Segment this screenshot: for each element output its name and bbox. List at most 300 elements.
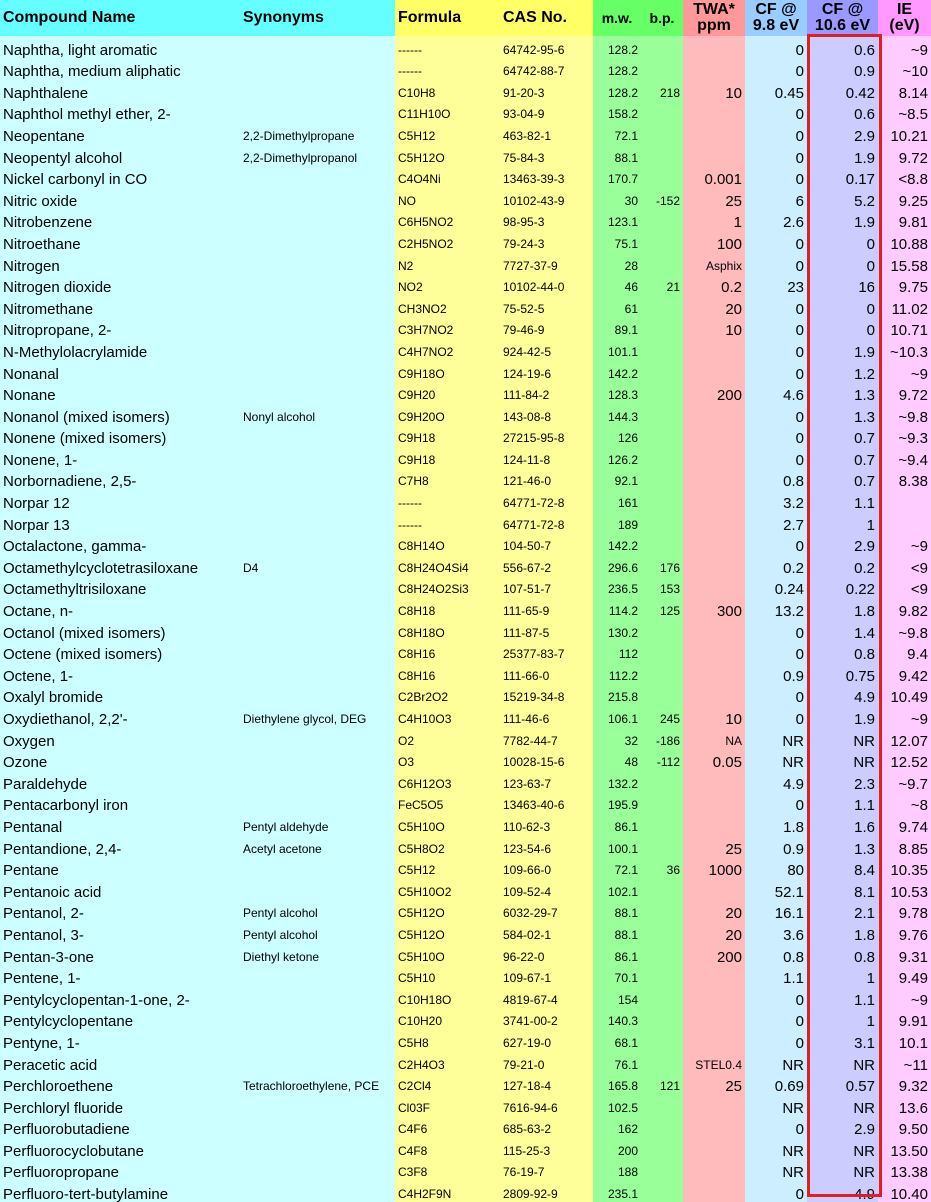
cell-name: Pentane [0,857,240,879]
cell-syn: Pentyl aldehyde [240,813,395,835]
cell-name: Norpar 12 [0,489,240,511]
cell-ie: 9.25 [878,187,931,209]
cell-ie: 10.88 [878,230,931,252]
cell-mw: 123.1 [593,209,641,231]
cell-formula: C7H8 [395,468,500,490]
cell-name: Nonene, 1- [0,446,240,468]
cell-name: Naphtha, light aromatic [0,36,240,58]
cell-formula: C5H10O [395,943,500,965]
cell-bp [641,1029,683,1051]
cell-ie: 9.74 [878,813,931,835]
cell-cf98: NR [745,727,807,749]
cell-twa: 20 [683,295,745,317]
header-ie [878,0,931,36]
cell-name: Octamethylcyclotetrasiloxane [0,554,240,576]
cell-name: Nonene (mixed isomers) [0,425,240,447]
cell-cas: 127-18-4 [500,1073,593,1095]
cell-cf98: 0 [745,986,807,1008]
cell-cf98: 16.1 [745,900,807,922]
cell-formula: C10H8 [395,79,500,101]
cell-bp [641,382,683,404]
cell-bp: 218 [641,79,683,101]
cell-cas: 924-42-5 [500,338,593,360]
cell-bp: 36 [641,857,683,879]
cell-mw: 88.1 [593,921,641,943]
cell-syn [240,58,395,80]
table-row [0,641,931,663]
cell-cf98: 0 [745,230,807,252]
cell-twa [683,1116,745,1138]
cell-ie: ~8 [878,792,931,814]
cell-cf106: 2.3 [807,770,878,792]
cell-cf106: 1.6 [807,813,878,835]
cell-cas: 556-67-2 [500,554,593,576]
cell-ie: 10.71 [878,317,931,339]
table-row [0,252,931,274]
table-row [0,921,931,943]
cell-bp [641,1137,683,1159]
cell-cf98: 0 [745,338,807,360]
cell-cf106: 8.1 [807,878,878,900]
cell-name: Nitromethane [0,295,240,317]
cell-formula: C8H24O2Si3 [395,576,500,598]
cell-name: Perfluoropropane [0,1159,240,1181]
cell-cas: 115-25-3 [500,1137,593,1159]
cell-mw: 68.1 [593,1029,641,1051]
cell-mw: 30 [593,187,641,209]
cell-twa [683,1008,745,1030]
cell-cf106: 0.42 [807,79,878,101]
cell-syn [240,511,395,533]
cell-cf98: 13.2 [745,597,807,619]
cell-bp [641,770,683,792]
cell-cf106: 2.9 [807,533,878,555]
cell-mw: 215.8 [593,684,641,706]
cell-mw: 200 [593,1137,641,1159]
cell-cf98: 0.2 [745,554,807,576]
cell-cas: 10102-43-9 [500,187,593,209]
cell-twa [683,533,745,555]
cell-bp [641,1051,683,1073]
cell-bp: 245 [641,705,683,727]
cell-cf106: 2.1 [807,900,878,922]
cell-twa: 20 [683,900,745,922]
cell-twa: 25 [683,187,745,209]
cell-formula: FeC5O5 [395,792,500,814]
cell-cf106: 0 [807,252,878,274]
cell-formula: C9H20O [395,403,500,425]
cell-cas: 10028-15-6 [500,749,593,771]
table-row [0,986,931,1008]
cell-cf106: 0.6 [807,101,878,123]
cell-cf106: 1.9 [807,144,878,166]
cell-twa: 100 [683,230,745,252]
cell-cf106: NR [807,1094,878,1116]
header-cf98-line2: 9.8 eV [752,17,800,34]
cell-cf98: 1.8 [745,813,807,835]
cell-mw: 32 [593,727,641,749]
header-ie-line1: IE [896,1,913,18]
cell-bp: 125 [641,597,683,619]
table-row [0,403,931,425]
cell-syn [240,749,395,771]
cell-mw: 86.1 [593,813,641,835]
cell-formula: C3H7NO2 [395,317,500,339]
cell-ie: 10.49 [878,684,931,706]
cell-twa [683,641,745,663]
cell-syn [240,662,395,684]
cell-ie: 13.38 [878,1159,931,1181]
cell-twa: 10 [683,79,745,101]
cell-twa [683,986,745,1008]
cell-cf106: 1.9 [807,705,878,727]
cell-syn [240,641,395,663]
cell-cf98: 52.1 [745,878,807,900]
cell-formula: C9H20 [395,382,500,404]
header-synonyms: Synonyms [240,0,395,36]
cell-cf106: 4.9 [807,684,878,706]
cell-cas: 93-04-9 [500,101,593,123]
cell-bp [641,533,683,555]
cell-bp [641,619,683,641]
cell-formula: C5H12 [395,122,500,144]
cell-syn [240,792,395,814]
cell-cas: 111-46-6 [500,705,593,727]
cell-syn [240,489,395,511]
table-row [0,1159,931,1181]
header-cf98-line1: CF @ [755,1,797,18]
cell-cf106: 1.2 [807,360,878,382]
cell-twa [683,425,745,447]
cell-cf98: 0 [745,533,807,555]
cell-cf106: 0 [807,317,878,339]
cell-cf98: 4.9 [745,770,807,792]
cell-formula: Cl03F [395,1094,500,1116]
cell-cas: 6032-29-7 [500,900,593,922]
cell-mw: 235.1 [593,1180,641,1202]
cell-syn: Acetyl acetone [240,835,395,857]
cell-formula: ------ [395,489,500,511]
cell-syn [240,79,395,101]
header-twa-line1: TWA* [693,1,735,18]
cell-twa [683,446,745,468]
header-twa [683,0,745,36]
cell-twa: Asphix [683,252,745,274]
cell-syn [240,597,395,619]
cell-mw: 128.2 [593,58,641,80]
cell-mw: 28 [593,252,641,274]
cell-twa [683,1159,745,1181]
cell-cf106: NR [807,1159,878,1181]
table-row [0,230,931,252]
cell-cf98: 0.8 [745,468,807,490]
cell-cf106: 2.9 [807,122,878,144]
table-row [0,382,931,404]
cell-name: Nitrogen dioxide [0,274,240,296]
cell-syn: Pentyl alcohol [240,900,395,922]
cell-mw: 165.8 [593,1073,641,1095]
table-row [0,576,931,598]
cell-name: Peracetic acid [0,1051,240,1073]
cell-cf106: 1.9 [807,338,878,360]
cell-cf98: 0.8 [745,943,807,965]
cell-name: Naphthol methyl ether, 2- [0,101,240,123]
table-row [0,878,931,900]
cell-bp [641,166,683,188]
cell-cf98: 0.69 [745,1073,807,1095]
cell-syn [240,770,395,792]
cell-twa [683,813,745,835]
cell-bp [641,878,683,900]
cell-bp: 153 [641,576,683,598]
cell-twa: 25 [683,835,745,857]
table-row [0,1094,931,1116]
cell-twa [683,122,745,144]
cell-twa [683,1180,745,1202]
cell-formula: C4H10O3 [395,705,500,727]
cell-formula: C6H12O3 [395,770,500,792]
cell-cf98: 0 [745,252,807,274]
table-row [0,511,931,533]
cell-cas: 64771-72-8 [500,489,593,511]
cell-mw: 132.2 [593,770,641,792]
cell-bp [641,252,683,274]
cell-formula: C2H4O3 [395,1051,500,1073]
cell-mw: 106.1 [593,705,641,727]
cell-cas: 109-52-4 [500,878,593,900]
cell-mw: 296.6 [593,554,641,576]
cell-mw: 75.1 [593,230,641,252]
cell-twa [683,101,745,123]
cell-cas: 7616-94-6 [500,1094,593,1116]
cell-ie: ~9.3 [878,425,931,447]
cell-twa: 0.2 [683,274,745,296]
cell-ie: 9.82 [878,597,931,619]
cell-twa [683,468,745,490]
cell-name: Neopentyl alcohol [0,144,240,166]
cell-syn: Diethyl ketone [240,943,395,965]
cell-name: Nitroethane [0,230,240,252]
cell-mw: 88.1 [593,900,641,922]
cell-bp [641,943,683,965]
header-ie-line2: (eV) [889,17,920,34]
cell-syn: 2,2-Dimethylpropanol [240,144,395,166]
cell-ie: 10.35 [878,857,931,879]
cell-formula: C8H18 [395,597,500,619]
cell-cf98: 3.2 [745,489,807,511]
table-row [0,360,931,382]
cell-formula: C2Cl4 [395,1073,500,1095]
cell-name: Octene, 1- [0,662,240,684]
cell-bp [641,965,683,987]
cell-bp [641,813,683,835]
cell-cf98: 2.7 [745,511,807,533]
cell-formula: C5H10O2 [395,878,500,900]
cell-cas: 685-63-2 [500,1116,593,1138]
cell-twa [683,511,745,533]
table-row [0,1073,931,1095]
cell-cf106: NR [807,1051,878,1073]
cell-name: Paraldehyde [0,770,240,792]
cell-ie: 9.31 [878,943,931,965]
cell-mw: 72.1 [593,122,641,144]
cell-cf106: 1.8 [807,921,878,943]
cell-cf98: NR [745,1159,807,1181]
cell-name: Nonanol (mixed isomers) [0,403,240,425]
cell-cf98: 0 [745,166,807,188]
header-cf106-line1: CF @ [821,1,864,18]
cell-syn [240,1159,395,1181]
cell-bp [641,230,683,252]
cell-ie: 10.1 [878,1029,931,1051]
cell-mw: 161 [593,489,641,511]
cell-ie: ~9 [878,36,931,58]
cell-cf106: 1 [807,965,878,987]
cell-ie: 9.42 [878,662,931,684]
cell-name: Perchloryl fluoride [0,1094,240,1116]
cell-mw: 101.1 [593,338,641,360]
cell-mw: 92.1 [593,468,641,490]
cell-bp [641,684,683,706]
cell-mw: 100.1 [593,835,641,857]
cell-cf106: 8.4 [807,857,878,879]
cell-syn [240,338,395,360]
cell-name: Pentylcyclopentane [0,1008,240,1030]
cell-bp: 121 [641,1073,683,1095]
cell-cf98: 2.6 [745,209,807,231]
cell-name: Octalactone, gamma- [0,533,240,555]
cell-formula: C10H18O [395,986,500,1008]
cell-cf106: 0.7 [807,468,878,490]
cell-cas: 64742-95-6 [500,36,593,58]
cell-formula: C5H12O [395,900,500,922]
cell-bp [641,58,683,80]
cell-formula: C10H20 [395,1008,500,1030]
cell-twa: 300 [683,597,745,619]
cell-cas: 13463-39-3 [500,166,593,188]
cell-cf106: 1.3 [807,403,878,425]
cell-mw: 236.5 [593,576,641,598]
cell-twa [683,770,745,792]
cell-formula: ------ [395,511,500,533]
cell-bp [641,209,683,231]
cell-twa [683,360,745,382]
cell-syn [240,1029,395,1051]
table-row [0,965,931,987]
table-row [0,857,931,879]
cell-twa [683,403,745,425]
cell-syn [240,468,395,490]
header-cf-9-8 [745,0,807,36]
cell-mw: 102.5 [593,1094,641,1116]
cell-formula: NO2 [395,274,500,296]
cell-twa [683,792,745,814]
cell-syn: Tetrachloroethylene, PCE [240,1073,395,1095]
cell-twa: 0.05 [683,749,745,771]
table-row [0,533,931,555]
cell-ie: 9.81 [878,209,931,231]
cell-syn: 2,2-Dimethylpropane [240,122,395,144]
cell-name: Neopentane [0,122,240,144]
cell-mw: 89.1 [593,317,641,339]
cell-bp [641,662,683,684]
cell-name: Octane, n- [0,597,240,619]
cell-formula: C5H12 [395,857,500,879]
cell-syn [240,295,395,317]
cell-cf98: 0 [745,1180,807,1202]
cell-name: Octene (mixed isomers) [0,641,240,663]
table-row [0,36,931,58]
cell-twa: 1000 [683,857,745,879]
cell-formula: NO [395,187,500,209]
cell-cf106: 16 [807,274,878,296]
table-row [0,770,931,792]
cell-formula: C5H8O2 [395,835,500,857]
cell-cf106: NR [807,727,878,749]
cell-mw: 61 [593,295,641,317]
cell-syn [240,986,395,1008]
cell-formula: O2 [395,727,500,749]
cell-mw: 128.2 [593,36,641,58]
table-row [0,727,931,749]
cell-mw: 126 [593,425,641,447]
cell-mw: 130.2 [593,619,641,641]
cell-cf98: 6 [745,187,807,209]
cell-name: Pentyne, 1- [0,1029,240,1051]
cell-mw: 86.1 [593,943,641,965]
cell-bp [641,144,683,166]
cell-mw: 142.2 [593,360,641,382]
cell-formula: CH3NO2 [395,295,500,317]
cell-name: Pentanoic acid [0,878,240,900]
cell-cf106: 0.6 [807,36,878,58]
cell-ie: <9 [878,554,931,576]
cell-cas: 104-50-7 [500,533,593,555]
cell-cf106: 0 [807,295,878,317]
cell-name: Nonanal [0,360,240,382]
cell-ie: ~9.8 [878,403,931,425]
cell-formula: C5H10 [395,965,500,987]
cell-cas: 15219-34-8 [500,684,593,706]
cell-bp [641,900,683,922]
cell-cf106: 1.8 [807,597,878,619]
table-row [0,1116,931,1138]
cell-formula: ------ [395,58,500,80]
cell-name: Perchloroethene [0,1073,240,1095]
cell-cf106: 1 [807,511,878,533]
cell-cf106: 1.1 [807,986,878,1008]
cell-bp [641,835,683,857]
cell-name: Nitrobenzene [0,209,240,231]
cell-ie: ~11 [878,1051,931,1073]
cell-cas: 627-19-0 [500,1029,593,1051]
cell-cas: 79-46-9 [500,317,593,339]
cell-syn [240,252,395,274]
cell-cas: 123-54-6 [500,835,593,857]
header-twa-line2: ppm [697,17,731,34]
table-row [0,209,931,231]
cell-cf98: 0 [745,446,807,468]
table-row [0,274,931,296]
cell-ie: 9.91 [878,1008,931,1030]
cell-bp [641,122,683,144]
cell-bp [641,1094,683,1116]
cell-cas: 124-11-8 [500,446,593,468]
header-formula: Formula [395,0,500,36]
cell-ie: 9.49 [878,965,931,987]
cell-cas: 3741-00-2 [500,1008,593,1030]
cell-cf98: 0 [745,705,807,727]
